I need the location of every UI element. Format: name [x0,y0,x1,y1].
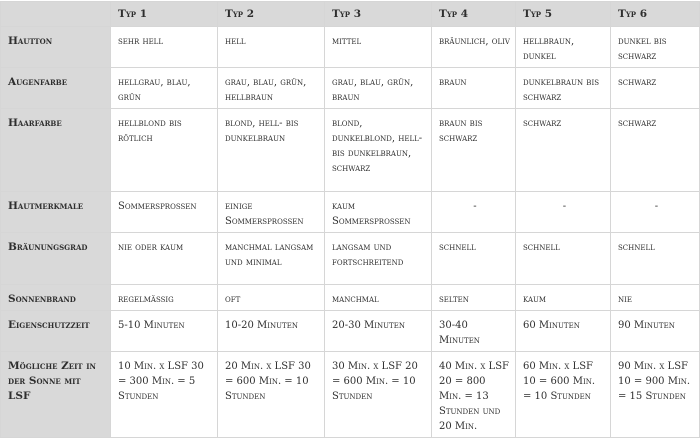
table-cell: kaum [516,285,611,311]
table-cell: nie [611,285,700,311]
table-cell: schnell [516,233,611,285]
skin-type-table [0,1,700,438]
table-cell: schwarz [611,68,700,109]
header-corner [1,2,111,27]
table-row [1,27,700,68]
table-cell: - [432,192,516,233]
table-cell: blond, hell- bis dunkelbraun [218,109,325,192]
header-typ-1: Typ 1 [111,2,218,27]
table-cell: schwarz [611,109,700,192]
table-cell: 30-40 Minuten [432,311,516,352]
row-label-moegliche-zeit: Mögliche Zeit in der Sonne mit LSF [1,352,111,438]
table-cell: 90 Min. x LSF 10 = 900 Min. = 15 Stunden [611,352,700,438]
table-cell: dunkel bis schwarz [611,27,700,68]
header-typ-2: Typ 2 [218,2,325,27]
table-cell: hellgrau, blau, grün [111,68,218,109]
row-label-eigenschutzzeit: Eigenschutzzeit [1,311,111,352]
table-cell: - [611,192,700,233]
table-cell: 10 Min. x LSF 30 = 300 Min. = 5 Stunden [111,352,218,438]
table-cell: schnell [432,233,516,285]
table-cell: 60 Min. x LSF 10 = 600 Min. = 10 Stunden [516,352,611,438]
header-typ-5: Typ 5 [516,2,611,27]
table-cell: dunkelbraun bis schwarz [516,68,611,109]
header-typ-6: Typ 6 [611,2,700,27]
table-row [1,68,700,109]
header-row [1,2,700,27]
table-cell: kaum Sommersprossen [325,192,432,233]
table-cell: regelmäßig [111,285,218,311]
table-cell: bräunlich, oliv [432,27,516,68]
row-label-hautmerkmale: Hautmerkmale [1,192,111,233]
table-cell: grau, blau, grün, hellbraun [218,68,325,109]
table-cell: manchmal [325,285,432,311]
table-cell: sehr hell [111,27,218,68]
table-cell: braun bis schwarz [432,109,516,192]
table-cell: 20-30 Minuten [325,311,432,352]
table-cell: blond, dunkelblond, hell- bis dunkelbraun, schwarz [325,109,432,192]
table-cell: hell [218,27,325,68]
table-cell: 40 Min. x LSF 20 = 800 Min. = 13 Stunden und 20 Min. [432,352,516,438]
table-cell: schnell [611,233,700,285]
table-cell: 60 Minuten [516,311,611,352]
table-cell: 30 Min. x LSF 20 = 600 Min. = 10 Stunden [325,352,432,438]
table-cell: manchmal langsam und minimal [218,233,325,285]
table-row [1,192,700,233]
table-cell: Sommersprossen [111,192,218,233]
table-cell: 10-20 Minuten [218,311,325,352]
table-row [1,352,700,438]
table-cell: nie oder kaum [111,233,218,285]
header-typ-4: Typ 4 [432,2,516,27]
table-cell: 5-10 Minuten [111,311,218,352]
table-cell: grau, blau, grün, braun [325,68,432,109]
table-cell: langsam und fortschreitend [325,233,432,285]
table-cell: oft [218,285,325,311]
table-cell: hellblond bis rötlich [111,109,218,192]
row-label-augenfarbe: Augenfarbe [1,68,111,109]
row-label-haarfarbe: Haarfarbe [1,109,111,192]
table-cell: 20 Min. x LSF 30 = 600 Min. = 10 Stunden [218,352,325,438]
table-row [1,233,700,285]
table-cell: 90 Minuten [611,311,700,352]
row-label-hautton: Hautton [1,27,111,68]
row-label-sonnenbrand: Sonnenbrand [1,285,111,311]
table-cell: selten [432,285,516,311]
table-cell: braun [432,68,516,109]
table-cell: - [516,192,611,233]
header-typ-3: Typ 3 [325,2,432,27]
row-label-braeunungsgrad: Bräunungsgrad [1,233,111,285]
table-cell: schwarz [516,109,611,192]
table-cell: einige Sommersprossen [218,192,325,233]
table-row [1,109,700,192]
table-row [1,285,700,311]
table-cell: mittel [325,27,432,68]
table-cell: hellbraun, dunkel [516,27,611,68]
table-row [1,311,700,352]
